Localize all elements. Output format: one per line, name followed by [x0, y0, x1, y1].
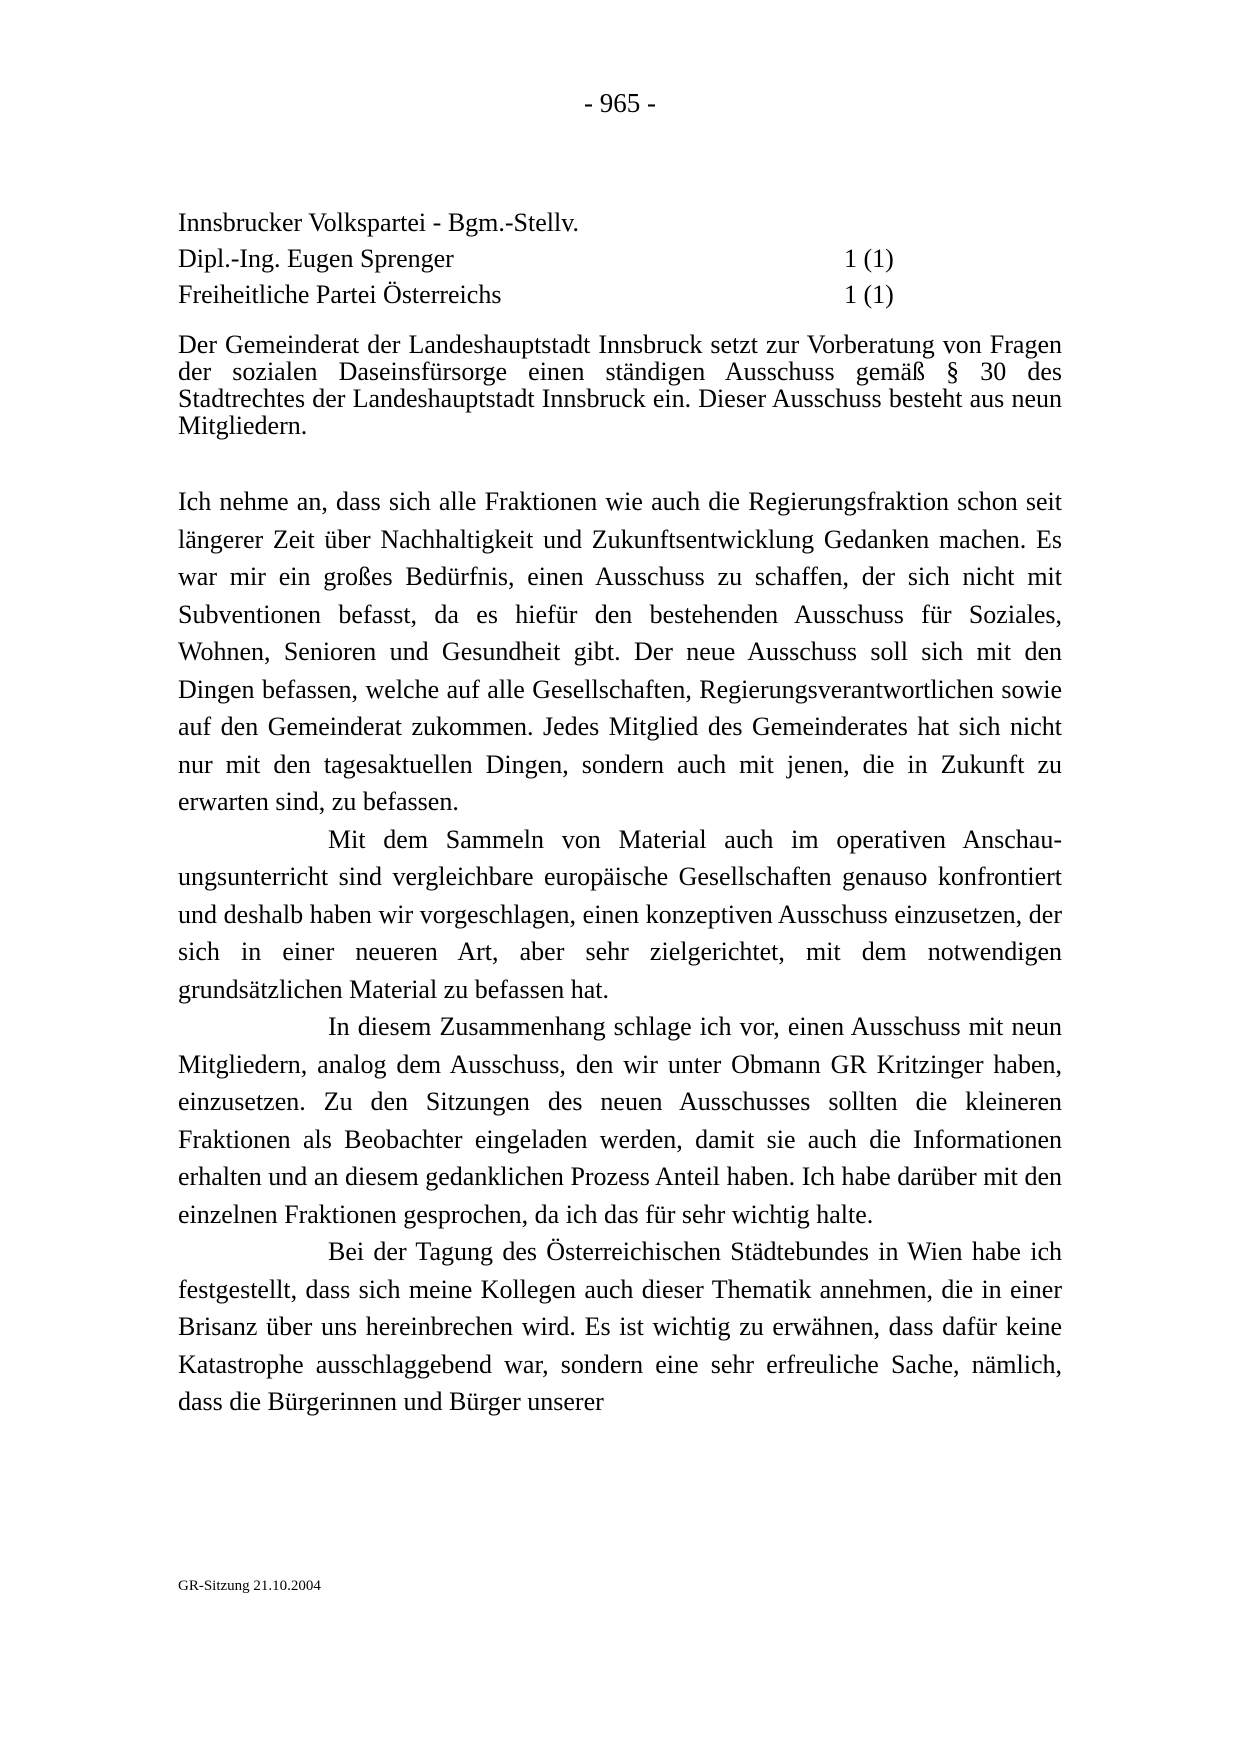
speech-body [178, 483, 1062, 1421]
party-line [178, 205, 898, 241]
party-seat-list [178, 205, 898, 313]
speech-paragraph: In diesem Zusammenhang schlage ich vor, einen Ausschuss mit neun Mitgliedern, analog dem Ausschuss, den wir unter Obmann GR Kritzinger haben, einzusetzen. Zu den Sitzungen des neuen Ausschusses sollten die kleineren Fraktionen als Beobachter eingeladen werden, damit sie auch die Informationen erhalten und an diesem gedanklichen Prozess Anteil haben. Ich habe darüber mit den einzelnen Fraktionen gesprochen, da ich das für sehr wichtig halte. [178, 1012, 1062, 1229]
party-line [178, 277, 898, 313]
party-name: Freiheitliche Partei Österreichs [178, 280, 502, 309]
speech-paragraph: Mit dem Sammeln von Material auch im operativen Anschauungsunterricht sind vergleichbare europäische Gesellschaften genauso konfrontiert und deshalb haben wir vorgeschlagen, einen konzeptiven Ausschuss einzusetzen, der sich in einer neueren Art, aber sehr zielgerichtet, mit dem notwendigen grundsätzlichen Material zu befassen hat. [178, 824, 1062, 1004]
party-seats: 1 (1) [844, 280, 894, 309]
footer-session-date: GR-Sitzung 21.10.2004 [178, 1578, 321, 1594]
speech-paragraph: Ich nehme an, dass sich alle Fraktionen wie auch die Regierungsfraktion schon seit längerer Zeit über Nachhaltigkeit und Zukunftsentwicklung Gedanken machen. Es war mir ein großes Bedürfnis, einen Ausschuss zu schaffen, der sich nicht mit Subventionen befasst, da es hiefür den bestehenden Ausschuss für Soziales, Wohnen, Senioren und Gesundheit gibt. Der neue Ausschuss soll sich mit den Dingen befassen, welche auf alle Gesellschaften, Regierungsverantwortlichen sowie auf den Gemeinderat zukommen. Jedes Mitglied des Gemeinderates hat sich nicht nur mit den tagesaktuellen Dingen, sondern auch mit jenen, die in Zukunft zu erwarten sind, zu befassen. [178, 487, 1062, 816]
resolution-text: Der Gemeinderat der Landeshauptstadt Innsbruck setzt zur Vorberatung von Fragen der sozialen Daseinsfürsorge einen ständigen Ausschuss gemäß § 30 des Stadtrechtes der Landeshauptstadt Innsbruck ein. Dieser Ausschuss besteht aus neun Mitgliedern. [178, 330, 1062, 440]
party-name: Innsbrucker Volkspartei - Bgm.-Stellv. [178, 208, 580, 237]
party-seats: 1 (1) [844, 244, 894, 273]
speech-paragraph: Bei der Tagung des Österreichischen Städtebundes in Wien habe ich festgestellt, dass sich meine Kollegen auch dieser Thematik annehmen, die in einer Brisanz über uns hereinbrechen wird. Es ist wichtig zu erwähnen, dass dafür keine Katastrophe ausschlaggebend war, sondern eine sehr erfreuliche Sache, nämlich, dass die Bürgerinnen und Bürger unserer [178, 1237, 1062, 1416]
party-line [178, 241, 898, 277]
page-number: - 965 - [584, 88, 656, 118]
party-name: Dipl.-Ing. Eugen Sprenger [178, 244, 454, 273]
